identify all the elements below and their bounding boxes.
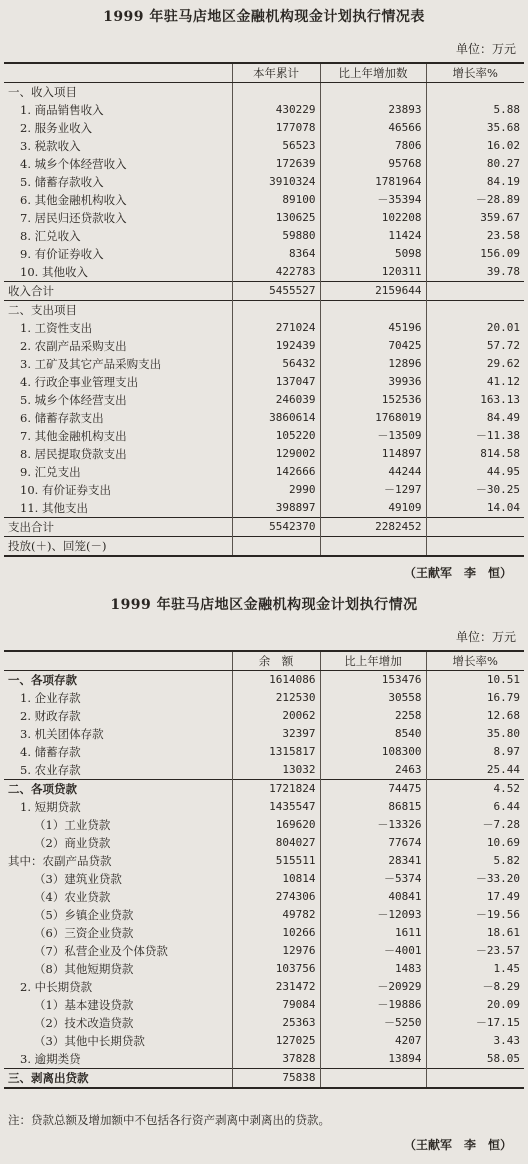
- cell-value: －13326: [320, 816, 426, 834]
- row-label: 2. 中长期贷款: [4, 978, 232, 996]
- row-label: 6. 储蓄存款支出: [4, 409, 232, 427]
- row-label: 二、各项贷款: [4, 780, 232, 799]
- cell-value: 177078: [232, 119, 320, 137]
- row-label: 投放(＋)、回笼(－): [4, 537, 232, 557]
- row-label: 1. 短期贷款: [4, 798, 232, 816]
- cell-value: 25363: [232, 1014, 320, 1032]
- table2-credit: （王献军 李 恒）: [403, 1138, 512, 1152]
- cell-value: 398897: [232, 499, 320, 518]
- column-header: 增长率%: [426, 63, 524, 83]
- cell-value: 77674: [320, 834, 426, 852]
- cell-value: 95768: [320, 155, 426, 173]
- table-row: [4, 427, 524, 445]
- cell-value: 3.43: [493, 1034, 520, 1047]
- cell-value: －5374: [320, 870, 426, 888]
- table-row: [4, 870, 524, 888]
- cell-value: 4.52: [426, 780, 524, 799]
- table-row: [4, 689, 524, 707]
- table1-unit: 单位：万元: [455, 42, 516, 56]
- cell-value: 57.72: [486, 339, 520, 352]
- cell-value: 114897: [320, 445, 426, 463]
- cell-value: －20929: [320, 978, 426, 996]
- cell-value: 10814: [232, 870, 320, 888]
- cell-value: 814.58: [480, 447, 520, 460]
- cell-value: 274306: [232, 888, 320, 906]
- cell-value: 41.12: [486, 375, 520, 388]
- row-label: 1. 商品销售收入: [4, 101, 232, 119]
- row-label: 4. 城乡个体经营收入: [4, 155, 232, 173]
- table2-note: 注：贷款总额及增加额中不包括各行资产剥离中剥离出的贷款。: [8, 1113, 330, 1127]
- cell-value: 231472: [232, 978, 320, 996]
- table-row: [4, 1032, 524, 1050]
- table-row: [4, 852, 524, 870]
- cell-value: －8.29: [482, 980, 520, 993]
- cell-value: 3860614: [232, 409, 320, 427]
- cell-value: [232, 301, 320, 320]
- cell-value: 44.95: [486, 465, 520, 478]
- row-label: 3. 逾期类贷: [4, 1050, 232, 1069]
- table-row: [4, 463, 524, 481]
- cell-value: 35.68: [486, 121, 520, 134]
- row-label: （2）商业贷款: [4, 834, 232, 852]
- row-label: 5. 城乡个体经营支出: [4, 391, 232, 409]
- cell-value: [320, 301, 426, 320]
- cell-value: －5250: [320, 1014, 426, 1032]
- row-label: （1）基本建设贷款: [4, 996, 232, 1014]
- cell-value: 4207: [320, 1032, 426, 1050]
- row-label: （2）技术改造贷款: [4, 1014, 232, 1032]
- cell-value: 2990: [232, 481, 320, 499]
- table-row: [4, 101, 524, 119]
- cell-value: 79084: [232, 996, 320, 1014]
- row-label: 2. 服务业收入: [4, 119, 232, 137]
- cell-value: 153476: [320, 671, 426, 690]
- cell-value: 129002: [232, 445, 320, 463]
- table-row: [4, 960, 524, 978]
- cell-value: 16.79: [486, 691, 520, 704]
- table-row: [4, 337, 524, 355]
- cell-value: 108300: [320, 743, 426, 761]
- row-label: 二、支出项目: [4, 301, 232, 320]
- table-row: [4, 1069, 524, 1089]
- table-row: [4, 481, 524, 499]
- cell-value: 359.67: [480, 211, 520, 224]
- cell-value: [426, 1069, 524, 1089]
- cell-value: －33.20: [475, 872, 520, 885]
- cell-value: －19.56: [475, 908, 520, 921]
- cell-value: －12093: [320, 906, 426, 924]
- table-row: [4, 924, 524, 942]
- cell-value: 86815: [320, 798, 426, 816]
- cell-value: 56432: [232, 355, 320, 373]
- cell-value: [320, 537, 426, 557]
- cell-value: 58.05: [486, 1052, 520, 1065]
- table-row: [4, 761, 524, 780]
- row-label: 收入合计: [4, 282, 232, 301]
- cell-value: －19886: [320, 996, 426, 1014]
- row-label: 5. 储蓄存款收入: [4, 173, 232, 191]
- cell-value: 37828: [232, 1050, 320, 1069]
- cell-value: 20062: [232, 707, 320, 725]
- table-row: [4, 537, 524, 557]
- cell-value: 49782: [232, 906, 320, 924]
- cell-value: [426, 301, 524, 320]
- table-row: [4, 282, 524, 301]
- row-label: 6. 其他金融机构收入: [4, 191, 232, 209]
- cell-value: 16.02: [486, 139, 520, 152]
- cell-value: 1483: [320, 960, 426, 978]
- table-row: [4, 834, 524, 852]
- cell-value: 20.01: [486, 321, 520, 334]
- cell-value: 32397: [232, 725, 320, 743]
- row-label: 8. 居民提取贷款支出: [4, 445, 232, 463]
- cell-value: 271024: [232, 319, 320, 337]
- cell-value: －1297: [320, 481, 426, 499]
- row-label: 3. 机关团体存款: [4, 725, 232, 743]
- row-label: 一、各项存款: [4, 671, 232, 690]
- cell-value: 212530: [232, 689, 320, 707]
- cell-value: 23893: [320, 101, 426, 119]
- cell-value: 20.09: [486, 998, 520, 1011]
- cell-value: 74475: [320, 780, 426, 799]
- table-row: [4, 355, 524, 373]
- cell-value: [320, 1069, 426, 1089]
- table-row: [4, 319, 524, 337]
- row-label: （3）建筑业贷款: [4, 870, 232, 888]
- cell-value: 30558: [320, 689, 426, 707]
- table-row: [4, 155, 524, 173]
- cell-value: 59880: [232, 227, 320, 245]
- table-row: [4, 888, 524, 906]
- cell-value: 102208: [320, 209, 426, 227]
- cell-value: 39.78: [486, 265, 520, 278]
- cell-value: 12976: [232, 942, 320, 960]
- table-row: [4, 445, 524, 463]
- cell-value: 152536: [320, 391, 426, 409]
- cell-value: 11424: [320, 227, 426, 245]
- column-header: 本年累计: [232, 63, 320, 83]
- row-label: （6）三资企业贷款: [4, 924, 232, 942]
- cell-value: 142666: [232, 463, 320, 481]
- column-header: 比上年增加数: [320, 63, 426, 83]
- cell-value: 156.09: [480, 247, 520, 260]
- cell-value: 1614086: [232, 671, 320, 690]
- cell-value: 70425: [320, 337, 426, 355]
- cell-value: －23.57: [475, 944, 520, 957]
- row-label: 3. 工矿及其它产品采购支出: [4, 355, 232, 373]
- table-row: [4, 816, 524, 834]
- table-row: [4, 743, 524, 761]
- table1-credit: （王献军 李 恒）: [403, 566, 512, 580]
- row-label: 2. 财政存款: [4, 707, 232, 725]
- cell-value: 246039: [232, 391, 320, 409]
- cell-value: 1.45: [493, 962, 520, 975]
- table-row: [4, 191, 524, 209]
- table1: [4, 62, 524, 557]
- table2: [4, 650, 524, 1089]
- table-row: [4, 137, 524, 155]
- row-label: 7. 居民归还贷款收入: [4, 209, 232, 227]
- cell-value: 13032: [232, 761, 320, 780]
- cell-value: 2282452: [320, 518, 426, 537]
- row-label: 支出合计: [4, 518, 232, 537]
- cell-value: －11.38: [475, 429, 520, 442]
- table-row: [4, 373, 524, 391]
- table-row: [4, 707, 524, 725]
- table-row: [4, 391, 524, 409]
- row-label: 9. 汇兑支出: [4, 463, 232, 481]
- table-row: [4, 780, 524, 799]
- row-label: 4. 行政企事业管理支出: [4, 373, 232, 391]
- cell-value: 75838: [232, 1069, 320, 1089]
- cell-value: 130625: [232, 209, 320, 227]
- cell-value: 169620: [232, 816, 320, 834]
- row-label: 8. 汇兑收入: [4, 227, 232, 245]
- cell-value: －30.25: [475, 483, 520, 496]
- row-label: 3. 税款收入: [4, 137, 232, 155]
- row-label: （5）乡镇企业贷款: [4, 906, 232, 924]
- cell-value: －35394: [320, 191, 426, 209]
- cell-value: [232, 537, 320, 557]
- cell-value: 80.27: [486, 157, 520, 170]
- table-row: [4, 227, 524, 245]
- table1-title: 1999 年驻马店地区金融机构现金计划执行情况表: [103, 9, 425, 25]
- cell-value: 7806: [320, 137, 426, 155]
- cell-value: 1315817: [232, 743, 320, 761]
- cell-value: 1721824: [232, 780, 320, 799]
- cell-value: 1435547: [232, 798, 320, 816]
- row-label: 7. 其他金融机构支出: [4, 427, 232, 445]
- table-row: [4, 671, 524, 690]
- cell-value: 5542370: [232, 518, 320, 537]
- cell-value: －28.89: [475, 193, 520, 206]
- row-label: （4）农业贷款: [4, 888, 232, 906]
- cell-value: 12896: [320, 355, 426, 373]
- column-header: 余 额: [232, 651, 320, 671]
- cell-value: [232, 83, 320, 102]
- cell-value: 192439: [232, 337, 320, 355]
- cell-value: 5098: [320, 245, 426, 263]
- cell-value: 1781964: [320, 173, 426, 191]
- cell-value: 14.04: [486, 501, 520, 514]
- table-row: [4, 1014, 524, 1032]
- table-row: [4, 83, 524, 102]
- table-row: [4, 209, 524, 227]
- cell-value: 44244: [320, 463, 426, 481]
- cell-value: 172639: [232, 155, 320, 173]
- table-row: [4, 942, 524, 960]
- cell-value: －4001: [320, 942, 426, 960]
- cell-value: 2463: [320, 761, 426, 780]
- cell-value: 422783: [232, 263, 320, 282]
- cell-value: －7.28: [482, 818, 520, 831]
- cell-value: 1768019: [320, 409, 426, 427]
- cell-value: 45196: [320, 319, 426, 337]
- cell-value: 5.88: [493, 103, 520, 116]
- table-row: [4, 499, 524, 518]
- cell-value: 430229: [232, 101, 320, 119]
- table2-unit: 单位：万元: [455, 630, 516, 644]
- cell-value: [320, 83, 426, 102]
- cell-value: 8364: [232, 245, 320, 263]
- row-label: 9. 有价证券收入: [4, 245, 232, 263]
- table-row: [4, 518, 524, 537]
- table-row: [4, 409, 524, 427]
- table-row: [4, 173, 524, 191]
- table-row: [4, 978, 524, 996]
- row-label: 其中：农副产品贷款: [4, 852, 232, 870]
- row-label: 1. 工资性支出: [4, 319, 232, 337]
- table-row: [4, 996, 524, 1014]
- cell-value: 163.13: [480, 393, 520, 406]
- cell-value: 40841: [320, 888, 426, 906]
- row-label: （8）其他短期贷款: [4, 960, 232, 978]
- cell-value: 29.62: [486, 357, 520, 370]
- table-row: [4, 301, 524, 320]
- cell-value: 3910324: [232, 173, 320, 191]
- row-label: 10. 有价证券支出: [4, 481, 232, 499]
- column-header: [4, 63, 232, 83]
- column-header: [4, 651, 232, 671]
- table-row: [4, 245, 524, 263]
- row-label: （7）私营企业及个体贷款: [4, 942, 232, 960]
- row-label: 5. 农业存款: [4, 761, 232, 780]
- cell-value: 89100: [232, 191, 320, 209]
- row-label: 一、收入项目: [4, 83, 232, 102]
- cell-value: －13509: [320, 427, 426, 445]
- row-label: （3）其他中长期贷款: [4, 1032, 232, 1050]
- cell-value: 6.44: [493, 800, 520, 813]
- table-row: [4, 119, 524, 137]
- cell-value: 137047: [232, 373, 320, 391]
- table2-title: 1999 年驻马店地区金融机构现金计划执行情况: [110, 597, 418, 613]
- cell-value: 8.97: [493, 745, 520, 758]
- cell-value: 804027: [232, 834, 320, 852]
- column-header: 增长率%: [426, 651, 524, 671]
- cell-value: 13894: [320, 1050, 426, 1069]
- cell-value: 2258: [320, 707, 426, 725]
- cell-value: [426, 282, 524, 301]
- cell-value: 10266: [232, 924, 320, 942]
- row-label: 10. 其他收入: [4, 263, 232, 282]
- table-row: [4, 725, 524, 743]
- cell-value: 10.69: [486, 836, 520, 849]
- cell-value: 12.68: [486, 709, 520, 722]
- cell-value: 35.80: [486, 727, 520, 740]
- row-label: 4. 储蓄存款: [4, 743, 232, 761]
- cell-value: 39936: [320, 373, 426, 391]
- cell-value: 84.49: [486, 411, 520, 424]
- row-label: （1）工业贷款: [4, 816, 232, 834]
- row-label: 11. 其他支出: [4, 499, 232, 518]
- cell-value: 18.61: [486, 926, 520, 939]
- cell-value: 1611: [320, 924, 426, 942]
- cell-value: 120311: [320, 263, 426, 282]
- cell-value: [426, 537, 524, 557]
- cell-value: 103756: [232, 960, 320, 978]
- cell-value: 105220: [232, 427, 320, 445]
- cell-value: 5.82: [493, 854, 520, 867]
- cell-value: 10.51: [486, 673, 520, 686]
- row-label: 三、剥离出贷款: [4, 1069, 232, 1089]
- cell-value: 25.44: [486, 763, 520, 776]
- cell-value: 49109: [320, 499, 426, 518]
- cell-value: 2159644: [320, 282, 426, 301]
- cell-value: 56523: [232, 137, 320, 155]
- table-row: [4, 1050, 524, 1069]
- table-row: [4, 263, 524, 282]
- cell-value: 17.49: [486, 890, 520, 903]
- row-label: 1. 企业存款: [4, 689, 232, 707]
- cell-value: 8540: [320, 725, 426, 743]
- cell-value: －17.15: [475, 1016, 520, 1029]
- table-row: [4, 906, 524, 924]
- cell-value: 515511: [232, 852, 320, 870]
- cell-value: 46566: [320, 119, 426, 137]
- table-row: [4, 798, 524, 816]
- cell-value: 28341: [320, 852, 426, 870]
- cell-value: 84.19: [486, 175, 520, 188]
- cell-value: 5455527: [232, 282, 320, 301]
- cell-value: 23.58: [486, 229, 520, 242]
- column-header: 比上年增加: [320, 651, 426, 671]
- row-label: 2. 农副产品采购支出: [4, 337, 232, 355]
- cell-value: [426, 518, 524, 537]
- cell-value: [426, 83, 524, 102]
- cell-value: 127025: [232, 1032, 320, 1050]
